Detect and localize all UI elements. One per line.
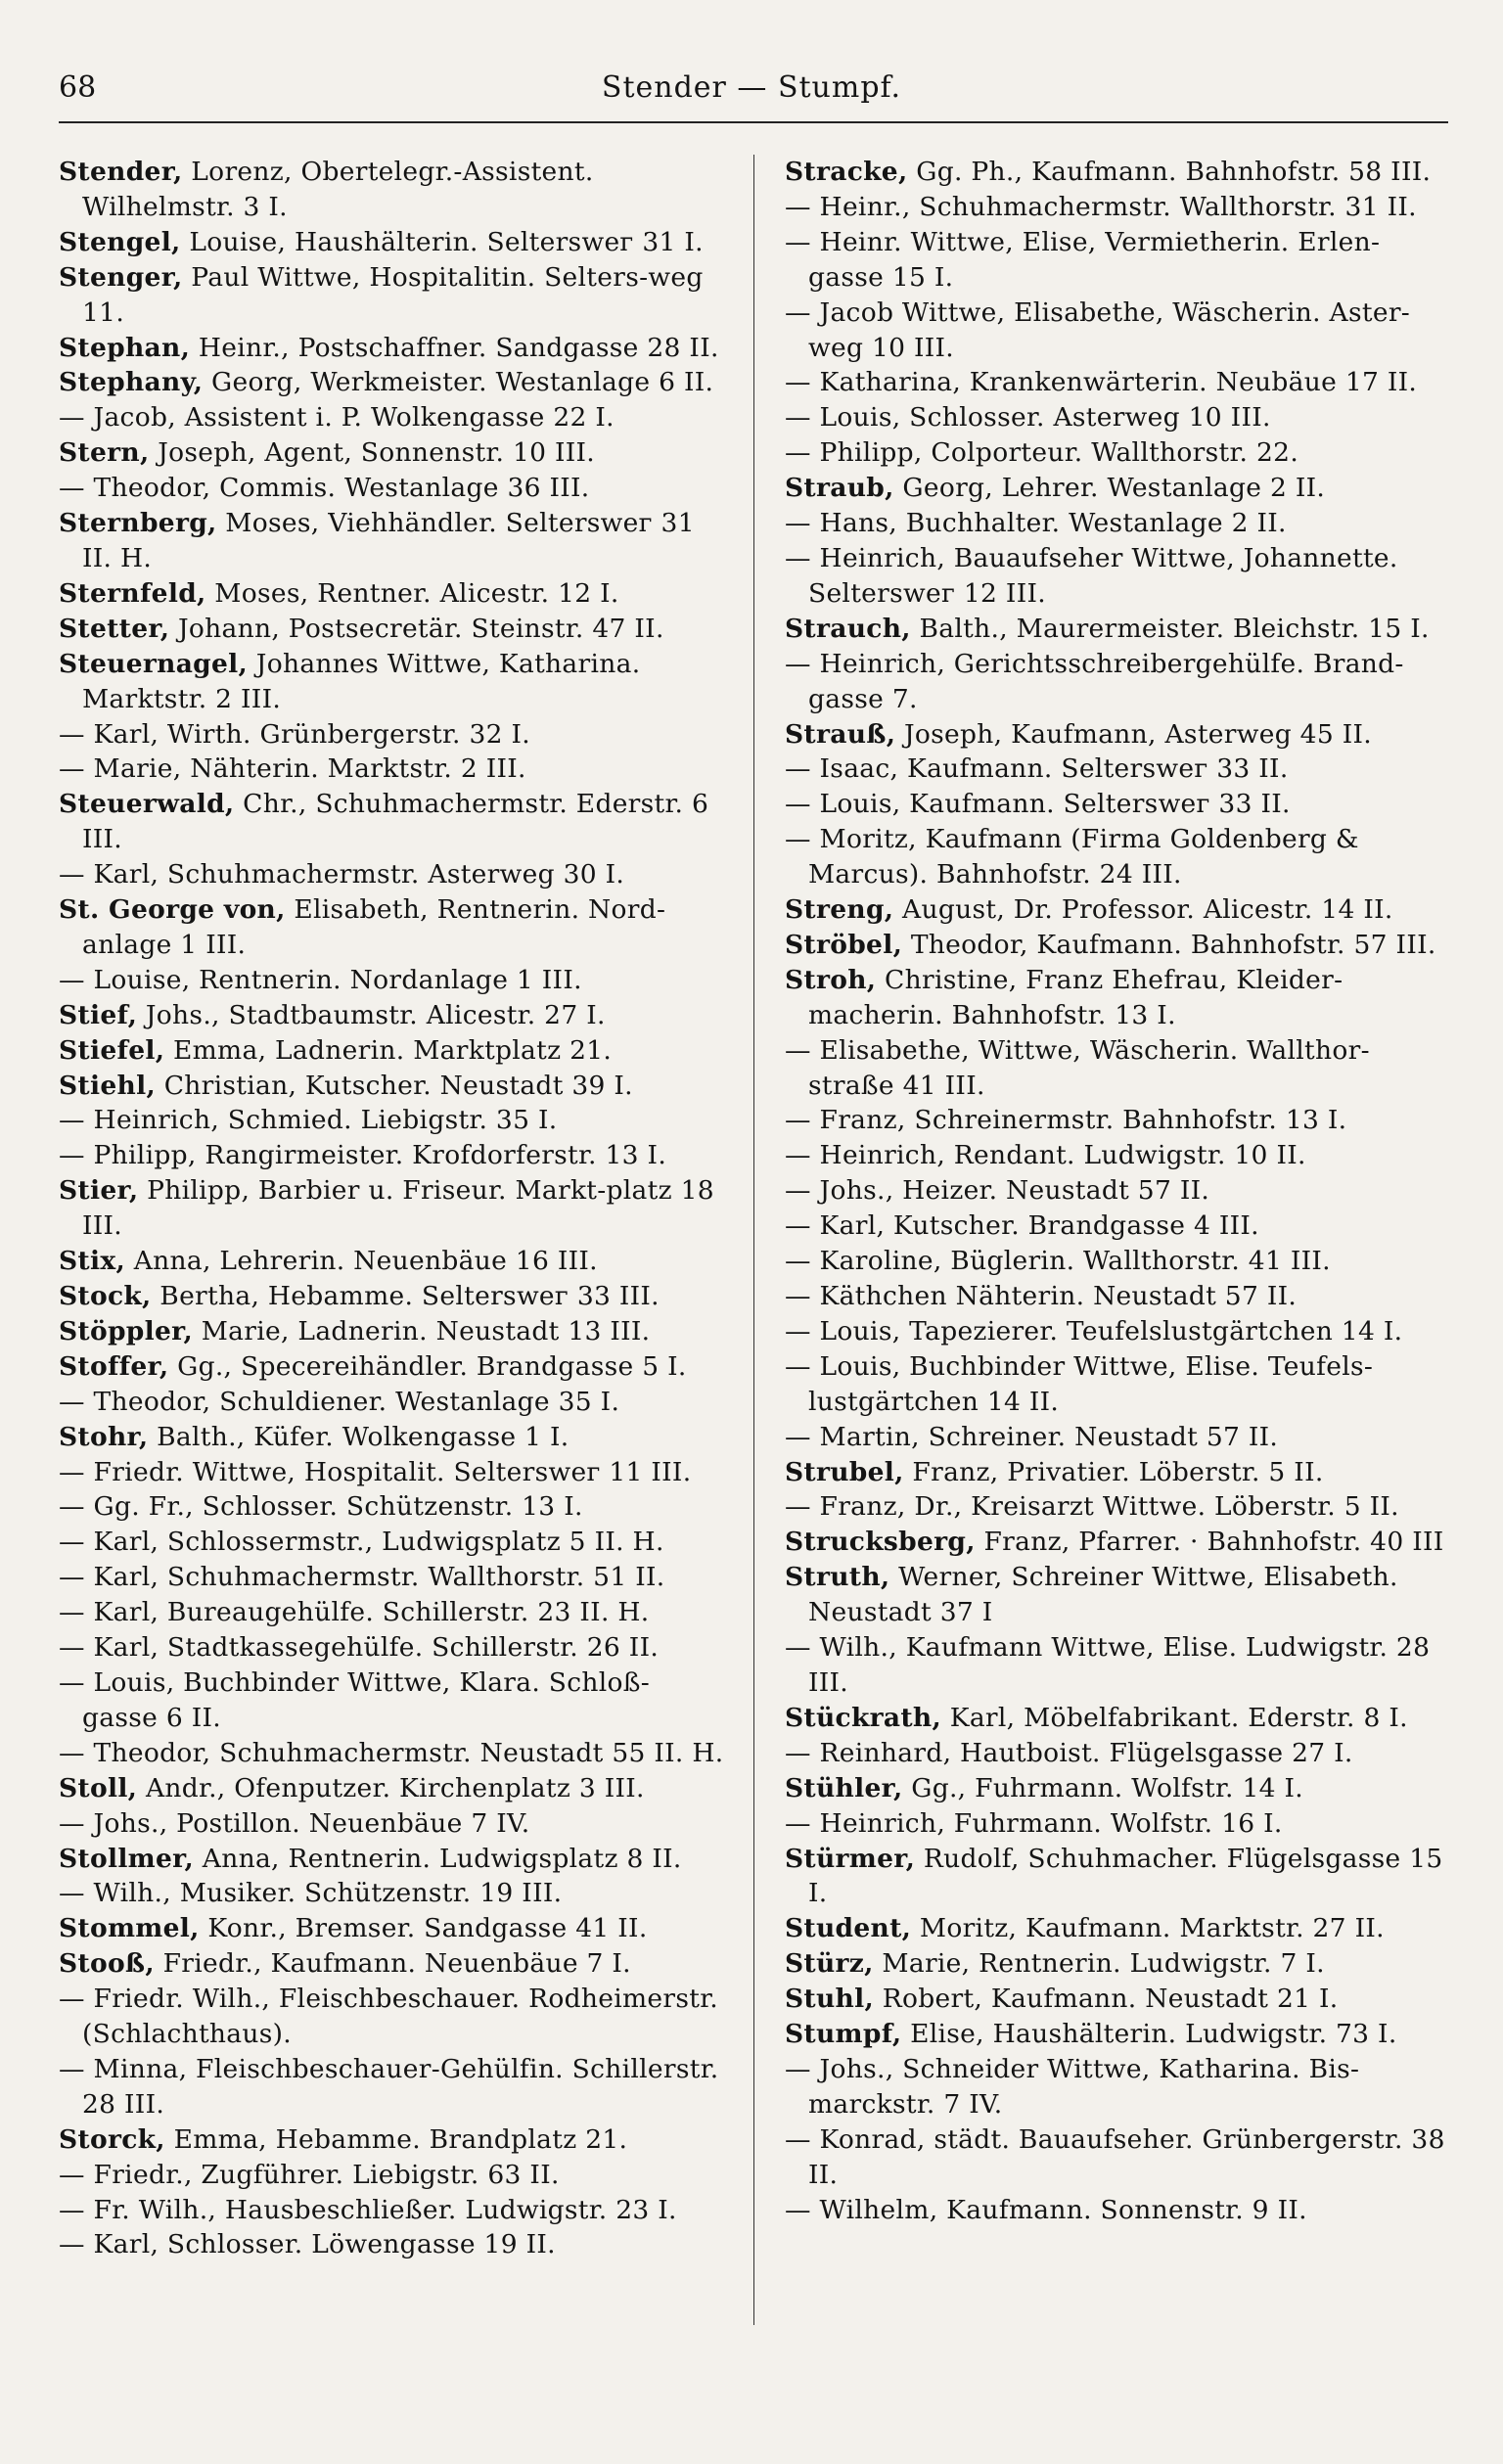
entry-surname: Stohr, xyxy=(59,1421,149,1452)
entry-details: Wilh., Musiker. Schützenstr. 19 III. xyxy=(93,1878,563,1909)
ditto-dash: — xyxy=(59,1632,94,1664)
entry-details: Franz, Privatier. Löberstr. 5 II. xyxy=(903,1456,1324,1487)
directory-entry xyxy=(785,822,1450,892)
entry-details: Gg. Fr., Schlosser. Schützenstr. 13 I. xyxy=(93,1491,583,1523)
entry-details: Isaac, Kaufmann. Selterswег 33 II. xyxy=(819,753,1289,785)
entry-surname: Stuhl, xyxy=(785,1984,875,2015)
ditto-dash: — xyxy=(59,1527,94,1558)
entry-details: Anna, Rentnerin. Ludwigsplatz 8 II. xyxy=(194,1843,682,1874)
ditto-dash: — xyxy=(59,1666,94,1698)
directory-entry xyxy=(785,1806,1450,1842)
directory-entry xyxy=(59,506,724,576)
directory-entry xyxy=(59,1103,724,1138)
directory-entry xyxy=(59,225,724,260)
entry-details: Karl, Schuhmachermstr. Asterweg 30 I. xyxy=(93,859,625,890)
entry-details: Moses, Rentner. Alicestr. 12 I. xyxy=(205,577,619,609)
entry-surname: Stengel, xyxy=(59,226,181,257)
entry-details: Karl, Wirth. Grünbergerstr. 32 I. xyxy=(93,718,530,750)
entry-details: Moritz, Kaufmann (Firma Goldenberg & Marcus). Bahnhofstr. 24 III. xyxy=(808,824,1359,890)
ditto-dash: — xyxy=(785,542,820,573)
entry-details: Heinr., Schuhmachermstr. Wallthorstr. 31 II. xyxy=(819,191,1417,222)
directory-entry xyxy=(785,1982,1450,2017)
entry-surname: Stroh, xyxy=(785,964,877,995)
entry-details: Balth., Küfer. Wolkengasse 1 I. xyxy=(148,1421,569,1452)
ditto-dash: — xyxy=(785,1140,820,1171)
entry-details: Gg. Ph., Kaufmann. Bahnhofstr. 58 III. xyxy=(907,157,1432,187)
entry-details: Heinrich, Fuhrmann. Wolfstr. 16 I. xyxy=(819,1807,1283,1839)
directory-entry xyxy=(59,1420,724,1455)
directory-entry xyxy=(785,1946,1450,1982)
ditto-dash: — xyxy=(59,2194,94,2225)
ditto-dash: — xyxy=(785,297,820,328)
entry-surname: Stiefel, xyxy=(59,1034,165,1066)
directory-entry xyxy=(785,963,1450,1033)
directory-entry xyxy=(785,435,1450,471)
entry-details: Moses, Viehhändler. Selterswег 31 II. H. xyxy=(82,508,695,573)
ditto-dash: — xyxy=(59,859,94,890)
directory-entry xyxy=(785,1736,1450,1771)
ditto-dash: — xyxy=(785,824,820,855)
directory-entry xyxy=(59,2122,724,2158)
directory-entry xyxy=(59,1946,724,1982)
ditto-dash: — xyxy=(785,2053,820,2084)
entry-details: Emma, Hebamme. Brandplatz 21. xyxy=(164,2123,628,2155)
entry-details: Johannes Wittwe, Katharina. Marktstr. 2 III. xyxy=(82,648,641,714)
directory-entry xyxy=(785,1173,1450,1209)
directory-entry xyxy=(59,752,724,787)
entry-details: Johs., Postillon. Neuenbäue 7 IV. xyxy=(93,1807,530,1839)
directory-entry xyxy=(785,752,1450,787)
entry-surname: Sternberg, xyxy=(59,508,217,539)
entry-details: Theodor, Schuhmachermstr. Neustadt 55 II. H. xyxy=(93,1737,724,1768)
entry-details: Johs., Stadtbaumstr. Alicestr. 27 I. xyxy=(137,999,606,1030)
entry-details: Philipp, Rangirmeister. Krofdorferstr. 13 I. xyxy=(93,1140,667,1171)
directory-entry xyxy=(59,2158,724,2193)
entry-surname: Stumpf, xyxy=(785,2019,902,2050)
directory-entry xyxy=(59,1595,724,1630)
directory-entry xyxy=(59,717,724,753)
entry-details: Georg, Lehrer. Westanlage 2 II. xyxy=(893,473,1326,504)
directory-entry xyxy=(785,1630,1450,1701)
entry-details: Reinhard, Hautboist. Flügelsgasse 27 I. xyxy=(819,1737,1353,1768)
entry-details: Louise, Rentnerin. Nordanlage 1 III. xyxy=(93,964,582,995)
entry-details: Anna, Lehrerin. Neuenbäue 16 III. xyxy=(124,1246,598,1277)
entry-details: Marie, Ladnerin. Neustadt 13 III. xyxy=(193,1315,651,1346)
directory-entry xyxy=(59,1665,724,1736)
ditto-dash: — xyxy=(785,2123,820,2155)
entry-surname: Strubel, xyxy=(785,1456,904,1487)
entry-details: Friedr., Zugführer. Liebigstr. 63 II. xyxy=(93,2159,560,2190)
entry-surname: Struth, xyxy=(785,1562,890,1593)
directory-entry xyxy=(59,1842,724,1877)
entry-details: Heinrich, Schmied. Liebigstr. 35 I. xyxy=(93,1105,558,1136)
entry-details: Franz, Dr., Kreisarzt Wittwe. Löberstr. 5 II. xyxy=(819,1491,1399,1523)
ditto-dash: — xyxy=(59,1140,94,1171)
directory-entry xyxy=(59,2052,724,2122)
ditto-dash: — xyxy=(785,402,820,433)
directory-entry xyxy=(785,400,1450,435)
entry-details: Johs., Heizer. Neustadt 57 II. xyxy=(819,1175,1210,1207)
directory-entry xyxy=(59,998,724,1033)
entry-surname: Stern, xyxy=(59,437,150,469)
directory-entry xyxy=(59,787,724,857)
ditto-dash: — xyxy=(785,226,820,257)
entry-surname: Steuerwald, xyxy=(59,789,235,820)
ditto-dash: — xyxy=(785,1632,820,1664)
entry-details: Chr., Schuhmachermstr. Ederstr. 6 III. xyxy=(82,789,709,855)
entry-details: August, Dr. Professor. Alicestr. 14 II. xyxy=(893,894,1393,926)
entry-surname: Storck, xyxy=(59,2123,165,2155)
entry-surname: Stommel, xyxy=(59,1913,200,1944)
directory-entry xyxy=(785,1033,1450,1104)
entry-surname: Stock, xyxy=(59,1281,152,1311)
directory-entry xyxy=(59,1806,724,1842)
entry-surname: Ströbel, xyxy=(785,929,903,960)
ditto-dash: — xyxy=(785,437,820,469)
directory-entry xyxy=(785,1842,1450,1912)
page-number: 68 xyxy=(59,70,97,105)
ditto-dash: — xyxy=(59,1878,94,1909)
entry-details: Konr., Bremser. Sandgasse 41 II. xyxy=(199,1913,648,1944)
directory-entry xyxy=(59,1244,724,1279)
entry-surname: Strauch, xyxy=(785,613,911,644)
entry-details: Marie, Nähterin. Marktstr. 2 III. xyxy=(93,753,526,785)
directory-entry xyxy=(59,1455,724,1490)
entry-details: Franz, Schreinermstr. Bahnhofstr. 13 I. xyxy=(819,1105,1347,1136)
directory-entry xyxy=(785,296,1450,366)
directory-entry xyxy=(59,435,724,471)
directory-entry xyxy=(59,1489,724,1525)
directory-entry xyxy=(59,576,724,612)
entry-details: Karl, Schuhmachermstr. Wallthorstr. 51 II. xyxy=(93,1562,665,1593)
entry-surname: Stetter, xyxy=(59,613,170,644)
directory-entry xyxy=(59,1138,724,1173)
entry-surname: Stöppler, xyxy=(59,1315,193,1346)
ditto-dash: — xyxy=(59,1386,94,1417)
ditto-dash: — xyxy=(785,1350,820,1382)
entry-details: Friedr. Wilh., Fleischbeschauer. Rodheimerstr. (Schlachthaus). xyxy=(82,1984,719,2050)
ditto-dash: — xyxy=(785,2194,820,2225)
ditto-dash: — xyxy=(59,2053,94,2084)
entry-details: Katharina, Krankenwärterin. Neubäue 17 II. xyxy=(819,367,1418,398)
directory-entry xyxy=(59,1314,724,1349)
directory-entry xyxy=(59,963,724,998)
directory-entry xyxy=(59,1033,724,1069)
directory-entry xyxy=(785,1138,1450,1173)
entry-details: Emma, Ladnerin. Marktplatz 21. xyxy=(164,1034,613,1066)
directory-entry xyxy=(785,717,1450,753)
directory-entry xyxy=(59,1560,724,1595)
entry-surname: Stephan, xyxy=(59,332,191,363)
entry-surname: Stoll, xyxy=(59,1772,138,1803)
entry-details: Christian, Kutscher. Neustadt 39 I. xyxy=(155,1070,633,1101)
entry-details: Bertha, Hebamme. Selterswег 33 III. xyxy=(151,1281,660,1311)
ditto-dash: — xyxy=(785,648,820,679)
ditto-dash: — xyxy=(59,753,94,785)
directory-entry xyxy=(785,2122,1450,2193)
ditto-dash: — xyxy=(59,1491,94,1523)
entry-details: Theodor, Schuldiener. Westanlage 35 I. xyxy=(93,1386,620,1417)
entry-details: Friedr. Wittwe, Hospitalit. Selterswег 11 III. xyxy=(93,1456,692,1487)
entry-details: Karl, Stadtkassegehülfe. Schillerstr. 26 II. xyxy=(93,1632,660,1664)
directory-entry xyxy=(785,1455,1450,1490)
entry-details: Konrad, städt. Bauaufseher. Grünbergerstr. 38 II. xyxy=(808,2123,1445,2190)
entry-surname: Strucksberg, xyxy=(785,1527,976,1558)
ditto-dash: — xyxy=(785,1737,820,1768)
directory-entry xyxy=(785,1103,1450,1138)
directory-entry xyxy=(59,2227,724,2262)
ditto-dash: — xyxy=(59,2229,94,2260)
entry-details: Lorenz, Obertelegr.-Assistent. Wilhelmstr. 3 I. xyxy=(82,157,594,222)
entry-surname: Stiehl, xyxy=(59,1070,156,1101)
ditto-dash: — xyxy=(785,1315,820,1346)
entry-surname: Stoffer, xyxy=(59,1350,169,1382)
entry-surname: Sternfeld, xyxy=(59,577,206,609)
entry-surname: Strauß, xyxy=(785,718,896,750)
entry-details: Karl, Schlosser. Löwengasse 19 II. xyxy=(93,2229,556,2260)
ditto-dash: — xyxy=(59,402,94,433)
left-column xyxy=(59,155,724,2262)
column-divider xyxy=(753,155,754,2325)
entry-surname: Stracke, xyxy=(785,157,908,187)
entry-details: Elisabethe, Wittwe, Wäscherin. Wallthor-straße 41 III. xyxy=(808,1034,1370,1101)
entry-details: Louis, Schlosser. Asterweg 10 III. xyxy=(819,402,1271,433)
directory-entry xyxy=(785,225,1450,296)
ditto-dash: — xyxy=(785,1034,820,1066)
entry-details: Heinrich, Bauaufseher Wittwe, Johannette. Selterswег 12 III. xyxy=(808,542,1398,609)
directory-entry xyxy=(785,928,1450,963)
directory-entry xyxy=(785,1560,1450,1630)
entry-details: Käthchen Nähterin. Neustadt 57 II. xyxy=(819,1281,1298,1311)
entry-details: Karl, Schlossermstr., Ludwigsplatz 5 II. H. xyxy=(93,1527,664,1558)
directory-entry xyxy=(785,1349,1450,1420)
ditto-dash: — xyxy=(785,1246,820,1277)
directory-entry xyxy=(59,1982,724,2052)
entry-surname: Stief, xyxy=(59,999,138,1030)
entry-details: Fr. Wilh., Hausbeschließer. Ludwigstr. 23 I. xyxy=(93,2194,677,2225)
entry-details: Karl, Möbelfabrikant. Ederstr. 8 I. xyxy=(941,1702,1408,1733)
entry-details: Minna, Fleischbeschauer-Gehülfin. Schillerstr. 28 III. xyxy=(82,2053,719,2120)
entry-details: Louis, Buchbinder Wittwe, Elise. Teufels-lustgärtchen 14 II. xyxy=(808,1350,1374,1417)
entry-surname: Stier, xyxy=(59,1175,139,1207)
entry-details: Karoline, Büglerin. Wallthorstr. 41 III. xyxy=(819,1246,1331,1277)
entry-surname: Steuernagel, xyxy=(59,648,249,679)
entry-details: Andr., Ofenputzer. Kirchenplatz 3 III. xyxy=(137,1772,645,1803)
ditto-dash: — xyxy=(785,789,820,820)
ditto-dash: — xyxy=(59,718,94,750)
directory-entry xyxy=(785,647,1450,717)
ditto-dash: — xyxy=(59,1105,94,1136)
entry-surname: Student, xyxy=(785,1913,912,1944)
ditto-dash: — xyxy=(59,964,94,995)
entry-surname: Streng, xyxy=(785,894,894,926)
directory-entry xyxy=(59,400,724,435)
directory-entry xyxy=(59,1173,724,1244)
directory-entry xyxy=(785,1314,1450,1349)
directory-entry xyxy=(785,612,1450,647)
directory-entry xyxy=(59,1630,724,1665)
ditto-dash: — xyxy=(59,1737,94,1768)
directory-entry xyxy=(59,612,724,647)
entry-details: Philipp, Colporteur. Wallthorstr. 22. xyxy=(819,437,1299,469)
directory-entry xyxy=(785,365,1450,400)
directory-entry xyxy=(785,1489,1450,1525)
directory-entry xyxy=(785,1911,1450,1946)
entry-details: Louis, Tapezierer. Teufelslustgärtchen 14 I. xyxy=(819,1315,1403,1346)
entry-details: Balth., Maurermeister. Bleichstr. 15 I. xyxy=(910,613,1430,644)
ditto-dash: — xyxy=(785,1807,820,1839)
entry-surname: Stephany, xyxy=(59,367,204,398)
entry-details: Christine, Franz Ehefrau, Kleider-macherin. Bahnhofstr. 13 I. xyxy=(808,964,1344,1030)
directory-entry xyxy=(59,2193,724,2228)
entry-details: Robert, Kaufmann. Neustadt 21 I. xyxy=(874,1984,1339,2015)
entry-details: Marie, Rentnerin. Ludwigstr. 7 I. xyxy=(873,1948,1325,1980)
directory-entry xyxy=(59,260,724,331)
ditto-dash: — xyxy=(785,753,820,785)
ditto-dash: — xyxy=(59,1597,94,1628)
ditto-dash: — xyxy=(59,1807,94,1839)
entry-details: Johann, Postsecretär. Steinstr. 47 II. xyxy=(169,613,664,644)
running-head: Stender — Stumpf. xyxy=(601,70,902,105)
directory-entry xyxy=(785,1701,1450,1736)
entry-surname: Straub, xyxy=(785,473,894,504)
entry-surname: Stollmer, xyxy=(59,1843,195,1874)
ditto-dash: — xyxy=(785,1421,820,1452)
ditto-dash: — xyxy=(785,1105,820,1136)
directory-entry xyxy=(59,1771,724,1806)
entry-details: Elise, Haushälterin. Ludwigstr. 73 I. xyxy=(901,2019,1397,2050)
ditto-dash: — xyxy=(785,191,820,222)
directory-entry xyxy=(785,1525,1450,1560)
entry-surname: St. George von, xyxy=(59,894,286,926)
entry-details: Wilh., Kaufmann Wittwe, Elise. Ludwigstr. 28 III. xyxy=(808,1632,1431,1698)
entry-details: Theodor, Kaufmann. Bahnhofstr. 57 III. xyxy=(902,929,1436,960)
entry-details: Wilhelm, Kaufmann. Sonnenstr. 9 II. xyxy=(819,2194,1307,2225)
entry-details: Gg., Specereihändler. Brandgasse 5 I. xyxy=(168,1350,687,1382)
directory-entry xyxy=(785,1420,1450,1455)
entry-details: Franz, Pfarrer. · Bahnhofstr. 40 III xyxy=(975,1527,1444,1558)
directory-entry xyxy=(785,506,1450,541)
directory-entry xyxy=(59,1525,724,1560)
directory-entry xyxy=(59,1385,724,1420)
entry-details: Louis, Buchbinder Wittwe, Klara. Schloß-gasse 6 II. xyxy=(82,1666,651,1733)
directory-entry xyxy=(59,1911,724,1946)
entry-details: Joseph, Kaufmann, Asterweg 45 II. xyxy=(895,718,1372,750)
directory-entry xyxy=(785,471,1450,506)
entry-details: Heinr. Wittwe, Elise, Vermietherin. Erlen-gasse 15 I. xyxy=(808,226,1381,293)
directory-entry xyxy=(59,331,724,366)
ditto-dash: — xyxy=(785,1210,820,1242)
ditto-dash: — xyxy=(59,1562,94,1593)
entry-details: Werner, Schreiner Wittwe, Elisabeth. Neustadt 37 I xyxy=(808,1562,1398,1628)
directory-entry xyxy=(785,2017,1450,2052)
directory-entry xyxy=(59,471,724,506)
entry-details: Heinrich, Rendant. Ludwigstr. 10 II. xyxy=(819,1140,1306,1171)
entry-surname: Stender, xyxy=(59,157,183,187)
entry-surname: Stenger, xyxy=(59,261,183,293)
directory-entry xyxy=(59,892,724,963)
directory-entry xyxy=(59,365,724,400)
entry-details: Karl, Bureaugehülfe. Schillerstr. 23 II. H. xyxy=(93,1597,650,1628)
entry-details: Heinr., Postschaffner. Sandgasse 28 II. xyxy=(190,332,719,363)
directory-entry xyxy=(785,1209,1450,1244)
ditto-dash: — xyxy=(59,2159,94,2190)
entry-details: Martin, Schreiner. Neustadt 57 II. xyxy=(819,1421,1279,1452)
entry-details: Theodor, Commis. Westanlage 36 III. xyxy=(93,473,590,504)
entry-details: Jacob Wittwe, Elisabethe, Wäscherin. Aster-weg 10 III. xyxy=(808,297,1411,363)
ditto-dash: — xyxy=(59,1984,94,2015)
entry-details: Georg, Werkmeister. Westanlage 6 II. xyxy=(203,367,714,398)
entry-details: Philipp, Barbier u. Friseur. Markt-platz 18 III. xyxy=(82,1175,714,1242)
entry-details: Gg., Fuhrmann. Wolfstr. 14 I. xyxy=(902,1772,1303,1803)
ditto-dash: — xyxy=(785,367,820,398)
entry-details: Louis, Kaufmann. Selterswег 33 II. xyxy=(819,789,1291,820)
entry-details: Friedr., Kaufmann. Neuenbäue 7 I. xyxy=(154,1948,631,1980)
ditto-dash: — xyxy=(59,473,94,504)
ditto-dash: — xyxy=(785,1175,820,1207)
entry-details: Heinrich, Gerichtsschreibergehülfe. Brand-gasse 7. xyxy=(808,648,1404,714)
entry-details: Hans, Buchhalter. Westanlage 2 II. xyxy=(819,508,1287,539)
directory-entry xyxy=(59,1876,724,1911)
entry-surname: Stooß, xyxy=(59,1948,155,1980)
directory-entry xyxy=(785,155,1450,190)
entry-details: Paul Wittwe, Hospitalitin. Selters-weg 11. xyxy=(82,261,704,328)
entry-surname: Stix, xyxy=(59,1246,125,1277)
directory-entry xyxy=(59,1069,724,1104)
right-column xyxy=(785,155,1450,2227)
entry-surname: Stückrath, xyxy=(785,1702,942,1733)
directory-entry xyxy=(59,1736,724,1771)
ditto-dash: — xyxy=(785,508,820,539)
directory-entry xyxy=(59,647,724,717)
directory-entry xyxy=(785,2052,1450,2122)
ditto-dash: — xyxy=(785,1491,820,1523)
directory-entry xyxy=(785,1244,1450,1279)
entry-details: Jacob, Assistent i. P. Wolkengasse 22 I. xyxy=(93,402,615,433)
header-rule xyxy=(59,121,1448,123)
entry-surname: Stühler, xyxy=(785,1772,903,1803)
directory-entry xyxy=(785,1771,1450,1806)
ditto-dash: — xyxy=(59,1456,94,1487)
directory-entry xyxy=(59,857,724,892)
directory-entry xyxy=(785,787,1450,822)
entry-surname: Stürmer, xyxy=(785,1843,916,1874)
ditto-dash: — xyxy=(785,1281,820,1311)
entry-details: Elisabeth, Rentnerin. Nord-anlage 1 III. xyxy=(82,894,666,960)
directory-entry xyxy=(59,1279,724,1314)
directory-entry xyxy=(59,1349,724,1385)
entry-details: Rudolf, Schuhmacher. Flügelsgasse 15 I. xyxy=(808,1843,1443,1909)
directory-entry xyxy=(785,190,1450,225)
entry-details: Karl, Kutscher. Brandgasse 4 III. xyxy=(819,1210,1259,1242)
directory-entry xyxy=(59,155,724,225)
entry-details: Louise, Haushälterin. Selterswег 31 I. xyxy=(180,226,704,257)
entry-details: Johs., Schneider Wittwe, Katharina. Bis-marckstr. 7 IV. xyxy=(808,2053,1360,2120)
directory-entry xyxy=(785,2193,1450,2228)
directory-entry xyxy=(785,541,1450,612)
directory-entry xyxy=(785,1279,1450,1314)
entry-details: Joseph, Agent, Sonnenstr. 10 III. xyxy=(149,437,596,469)
entry-surname: Stürz, xyxy=(785,1948,874,1980)
entry-details: Moritz, Kaufmann. Marktstr. 27 II. xyxy=(911,1913,1385,1944)
directory-entry xyxy=(785,892,1450,928)
